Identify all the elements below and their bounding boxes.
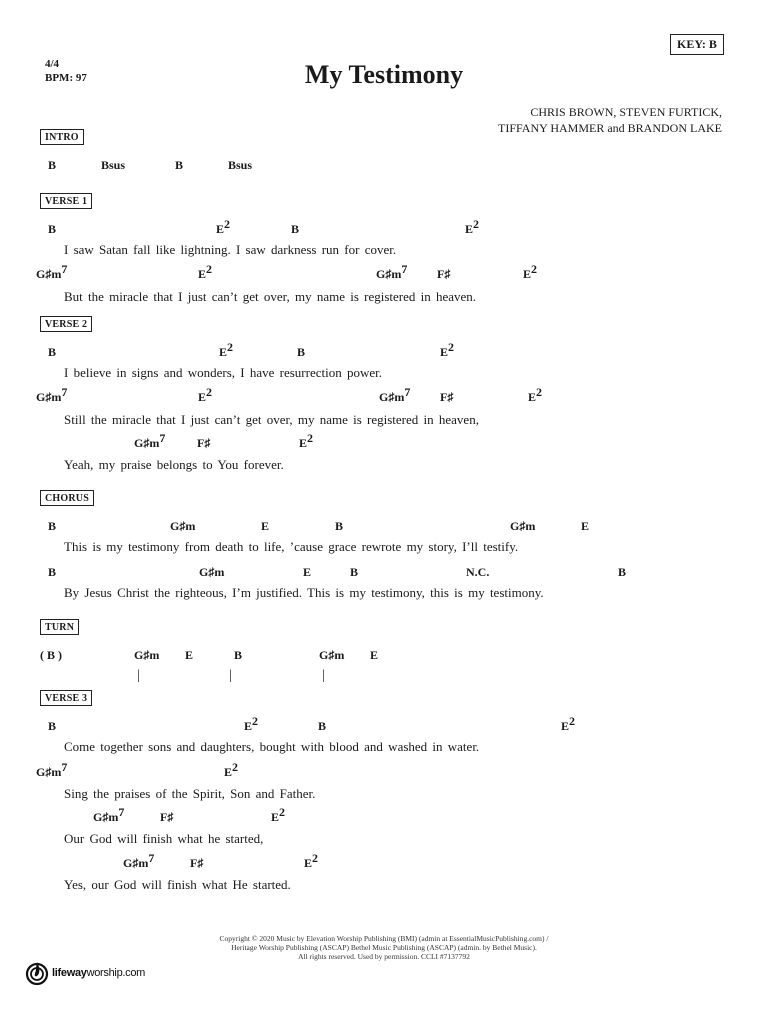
chord: E: [185, 648, 194, 662]
chord: B: [48, 519, 57, 533]
chord: N.C.: [466, 565, 490, 579]
logo-mark-icon: [25, 960, 49, 986]
chord: E: [370, 648, 379, 662]
lyric-line: Come together sons and daughters, bought with blood and washed in water.: [64, 739, 480, 754]
section-label-verse-3: VERSE 3: [40, 690, 92, 706]
chord: $G♯m^7$: [36, 262, 68, 281]
copyright-notice: [0, 934, 768, 961]
chord: G♯m: [134, 648, 160, 662]
key-badge: KEY: B: [670, 34, 724, 55]
chord: E: [303, 565, 312, 579]
chord: B: [234, 648, 243, 662]
chord: Bsus: [228, 158, 253, 172]
chord: F♯: [190, 856, 204, 870]
time-signature: 4/4: [45, 58, 60, 70]
chord: $E^2$: [440, 340, 455, 359]
section-label-verse-1: VERSE 1: [40, 193, 92, 209]
chord: $G♯m^7$: [93, 805, 125, 824]
copyright-line-3: All rights reserved. Used by permission. CCLI #7137792: [298, 952, 470, 961]
lyric-line: But the miracle that I just can’t get over, my name is registered in heaven.: [64, 289, 477, 304]
chord: B: [291, 222, 300, 236]
lyric-line: This is my testimony from death to life, ’cause grace rewrote my story, I’ll testify.: [64, 539, 519, 554]
song-title: My Testimony: [304, 60, 464, 89]
bar-line: |: [322, 668, 325, 683]
section-label-verse-2: VERSE 2: [40, 316, 92, 332]
bar-line: |: [137, 668, 140, 683]
chord: $E^2$: [271, 805, 286, 824]
chord: F♯: [160, 810, 174, 824]
lyric-line: Yeah, my praise belongs to You forever.: [64, 457, 284, 472]
chord: $G♯m^7$: [379, 385, 411, 404]
chord: B: [335, 519, 344, 533]
chord: B: [618, 565, 627, 579]
chord: $E^2$: [244, 714, 259, 733]
lyric-line: By Jesus Christ the righteous, I’m justified. This is my testimony, this is my testimony.: [64, 585, 544, 600]
section-label-chorus: CHORUS: [40, 490, 94, 506]
chord: $E^2$: [224, 760, 239, 779]
authors-line-2: TIFFANY HAMMER and BRANDON LAKE: [498, 121, 722, 135]
lifeway-worship-logo: [25, 960, 145, 986]
lyric-line: I saw Satan fall like lightning. I saw darkness run for cover.: [64, 242, 397, 257]
copyright-line-1: Copyright © 2020 Music by Elevation Worship Publishing (BMI) (admin at EssentialMusicPublishing.com) /: [219, 934, 549, 943]
chord: E: [261, 519, 270, 533]
chord: $G♯m^7$: [376, 262, 408, 281]
chord: $E^2$: [299, 431, 314, 450]
chord: $E^2$: [198, 385, 213, 404]
chord: B: [48, 565, 57, 579]
chord: $E^2$: [523, 262, 538, 281]
lyric-line: Our God will finish what he started,: [64, 831, 264, 846]
chord: F♯: [440, 390, 454, 404]
chord: $G♯m^7$: [36, 385, 68, 404]
bar-line: |: [229, 668, 232, 683]
chord: B: [318, 719, 327, 733]
chord: $E^2$: [219, 340, 234, 359]
chord: Bsus: [101, 158, 126, 172]
authors: [498, 104, 722, 136]
lyric-line: Yes, our God will finish what He started.: [64, 877, 291, 892]
logo-text: lifewayworship.com: [52, 967, 146, 979]
chord: F♯: [197, 436, 211, 450]
bpm: BPM: 97: [45, 72, 87, 84]
chord: $G♯m^7$: [123, 851, 155, 870]
chord: B: [48, 719, 57, 733]
chord: E: [581, 519, 590, 533]
chord: G♯m: [199, 565, 225, 579]
chord: G♯m: [510, 519, 536, 533]
section-label-intro: INTRO: [40, 129, 84, 145]
chord: B: [297, 345, 306, 359]
chord: B: [48, 222, 57, 236]
lyric-line: I believe in signs and wonders, I have resurrection power.: [64, 365, 382, 380]
lyric-line: Still the miracle that I just can’t get over, my name is registered in heaven,: [64, 412, 479, 427]
section-label-turn: TURN: [40, 619, 79, 635]
chord: F♯: [437, 267, 451, 281]
chord: $G♯m^7$: [134, 431, 166, 450]
chord: $E^2$: [465, 217, 480, 236]
chord: $E^2$: [561, 714, 576, 733]
chord: B: [48, 345, 57, 359]
authors-line-1: CHRIS BROWN, STEVEN FURTICK,: [530, 105, 722, 119]
chord: G♯m: [319, 648, 345, 662]
chord: $E^2$: [304, 851, 319, 870]
chord: B: [350, 565, 359, 579]
chord: $E^2$: [198, 262, 213, 281]
lyric-line: Sing the praises of the Spirit, Son and Father.: [64, 786, 316, 801]
chord: $E^2$: [216, 217, 231, 236]
copyright-line-2: Heritage Worship Publishing (ASCAP) Bethel Music Publishing (ASCAP) (admin. by Bethel Music).: [231, 943, 537, 952]
chord: B: [48, 158, 57, 172]
chord: $G♯m^7$: [36, 760, 68, 779]
chord: ( B ): [40, 648, 62, 662]
chord: B: [175, 158, 184, 172]
chord: $E^2$: [528, 385, 543, 404]
chord: G♯m: [170, 519, 196, 533]
